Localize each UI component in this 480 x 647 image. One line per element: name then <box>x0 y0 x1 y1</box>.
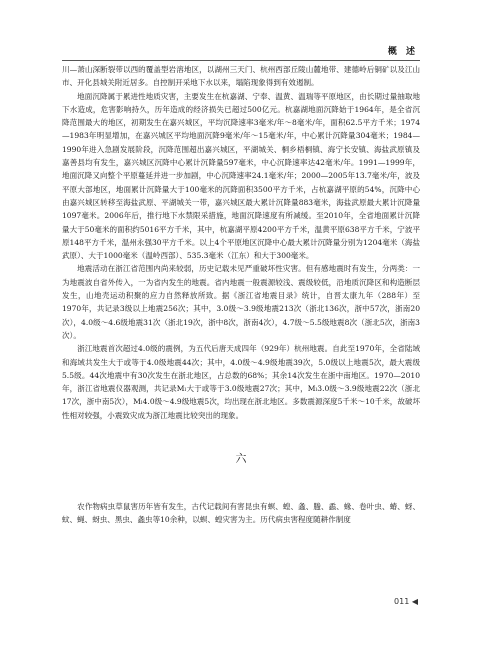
paragraph-earthquake-activity: 地震活动在浙江省范围内尚来较弱，历史记载未见严重破坏性灾害。但有感地震时有发生，分两类：一为地震波自省外传入，一为省内发生的地震。省内地震一般震源较浅、震级较低，沿地质沉降区和构造断层发生，山地壳运动积聚的应力自然释放所致。据《浙江省地震目录》统计，自晋太康九年（288年）至1970年，共记录3级以上地震256次；其中，3.0级～3.9级地震213次（浙北136次，浙中57次，浙南20次），4.0级～4.6级地震31次（浙北19次，浙中8次，浙南4次），4.7级～5.5级地震8次（浙北5次，浙南3次）。 <box>62 264 420 340</box>
section-number: 六 <box>235 452 247 466</box>
running-header-title: 概 述 <box>387 47 418 57</box>
running-header <box>62 44 420 61</box>
body-text <box>62 63 420 527</box>
page-number: 011 ◀ <box>394 597 418 606</box>
paragraph-crop-pests: 农作物病虫草鼠害历年皆有发生，古代记载间有害昆虫有螟、蝗、螽、螣、蟊、蝝、卷叶虫、蝽、蚜、蚊、蝇、蚜虫、黑虫、螽虫等10余种，以螟、蝗灾害为主。历代病虫害程度随耕作制度 <box>62 502 420 525</box>
paragraph-karst-collapse: 川—萧山深断裂带以西的覆盖型岩溶地区，以湖州三天门、杭州西部丘陵山麓地带、建德岭后铜矿以及江山市、开化县城关附近居多。自控制开采地下水以来，塌陷现象得到有效遏制。 <box>62 65 420 88</box>
paragraph-earthquake-history: 浙江地震首次超过4.0级的震例，为五代后唐天成四年（929年）杭州地震。自此至1970年，全省陆域和海域共发生大于或等于4.0级地震44次；其中，4.0级～4.9级地震39次，5.0级以上地震5次，最大震级5.5级。44次地震中有30次发生在浙北地区，占总数的68%；其余14次发生在浙中南地区。1970—2010年，浙江省地震仪器观测，共记录Mₗ大于或等于3.0级地震27次；其中，Mₗ3.0级～3.9级地震22次（浙北17次，浙中南5次），Mₗ4.0级～4.9级地震5次，均出现在浙北地区。多数震源深度5千米～10千米，故破坏性相对较强，小震致灾成为浙江地震比较突出的现象。 <box>62 344 420 420</box>
paragraph-land-subsidence: 地面沉降属于累进性地质灾害，主要发生在杭嘉湖、宁奉、温黄、温瑞等平原地区，由长期过量抽取地下水造成，危害影响持久，历年造成的经济损失已超过500亿元。杭嘉湖地面沉降始于1964年，是全省沉降范围最大的地区，初期发生在嘉兴城区，平均沉降速率3毫米/年～8毫米/年，面积62.5平方千米；1974—1983年明显增加，在嘉兴城区平均地面沉降9毫米/年～15毫米/年，中心累计沉降量304毫米；1984—1990年进入急剧发展阶段，沉降范围超出嘉兴城区，平湖城关、桐乡梧桐镇、海宁长安镇、海盐武原镇及嘉善县均有发生，嘉兴城区沉降中心累计沉降量597毫米，中心沉降速率达42毫米/年。1991—1999年，地面沉降又向整个平原蔓延并进一步加剧，中心沉降速率24.1毫米/年；2000—2005年13.7毫米/年，波及平原大部地区，地面累计沉降量大于100毫米的沉降面积3500平方千米，占杭嘉湖平原的54%，沉降中心由嘉兴城区转移至海盐武原、平湖城关一带，嘉兴城区最大累计沉降量883毫米，海盐武原最大累计沉降量1097毫米。2006年后，推行地下水禁限采措施，地面沉降速度有所减缓。至2010年，全省地面累计沉降量大于50毫米的面积约5016平方千米，其中，杭嘉湖平原4200平方千米，温黄平原638平方千米，宁波平原148平方千米，温州永强30平方千米。以上4个平原地区沉降中心最大累计沉降量分别为1204毫米（海盐武原）、大于1000毫米（温岭西部）、535.3毫米（江东）和大于300毫米。 <box>62 91 420 261</box>
